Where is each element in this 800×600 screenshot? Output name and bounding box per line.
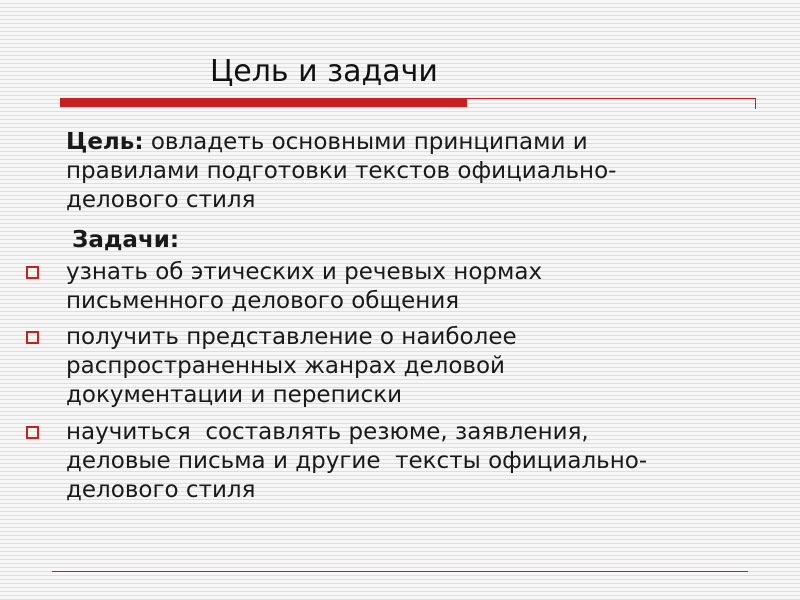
task-1-line-1: узнать об этических и речевых нормах: [66, 259, 543, 285]
task-2-line-2: распространенных жанрах деловой: [66, 353, 505, 379]
goal-line-3: делового стиля: [66, 187, 256, 213]
goal-block: [66, 128, 766, 215]
hollow-square-bullet-icon: [26, 331, 39, 344]
task-3-line-3: делового стиля: [66, 477, 256, 503]
task-3-line-1: научиться составлять резюме, заявления,: [66, 419, 589, 445]
task-2-line-3: документации и переписки: [66, 382, 403, 408]
task-text: [66, 418, 766, 505]
hollow-square-bullet-icon: [26, 266, 39, 279]
tasks-heading: Задачи:: [72, 227, 180, 253]
slide-title: Цель и задачи: [210, 54, 438, 89]
task-text: [66, 258, 766, 316]
goal-label: Цель:: [66, 129, 144, 155]
task-1-line-2: письменного делового общения: [66, 288, 460, 314]
goal-line-1: овладеть основными принципами и: [150, 129, 588, 155]
goal-line-2: правилами подготовки текстов официально-: [66, 158, 617, 184]
task-text: [66, 323, 766, 410]
task-2-line-1: получить представление о наиболее: [66, 324, 517, 350]
hollow-square-bullet-icon: [26, 426, 39, 439]
task-3-line-2: деловые письма и другие тексты официально-: [66, 448, 648, 474]
footer-rule: [52, 571, 748, 572]
